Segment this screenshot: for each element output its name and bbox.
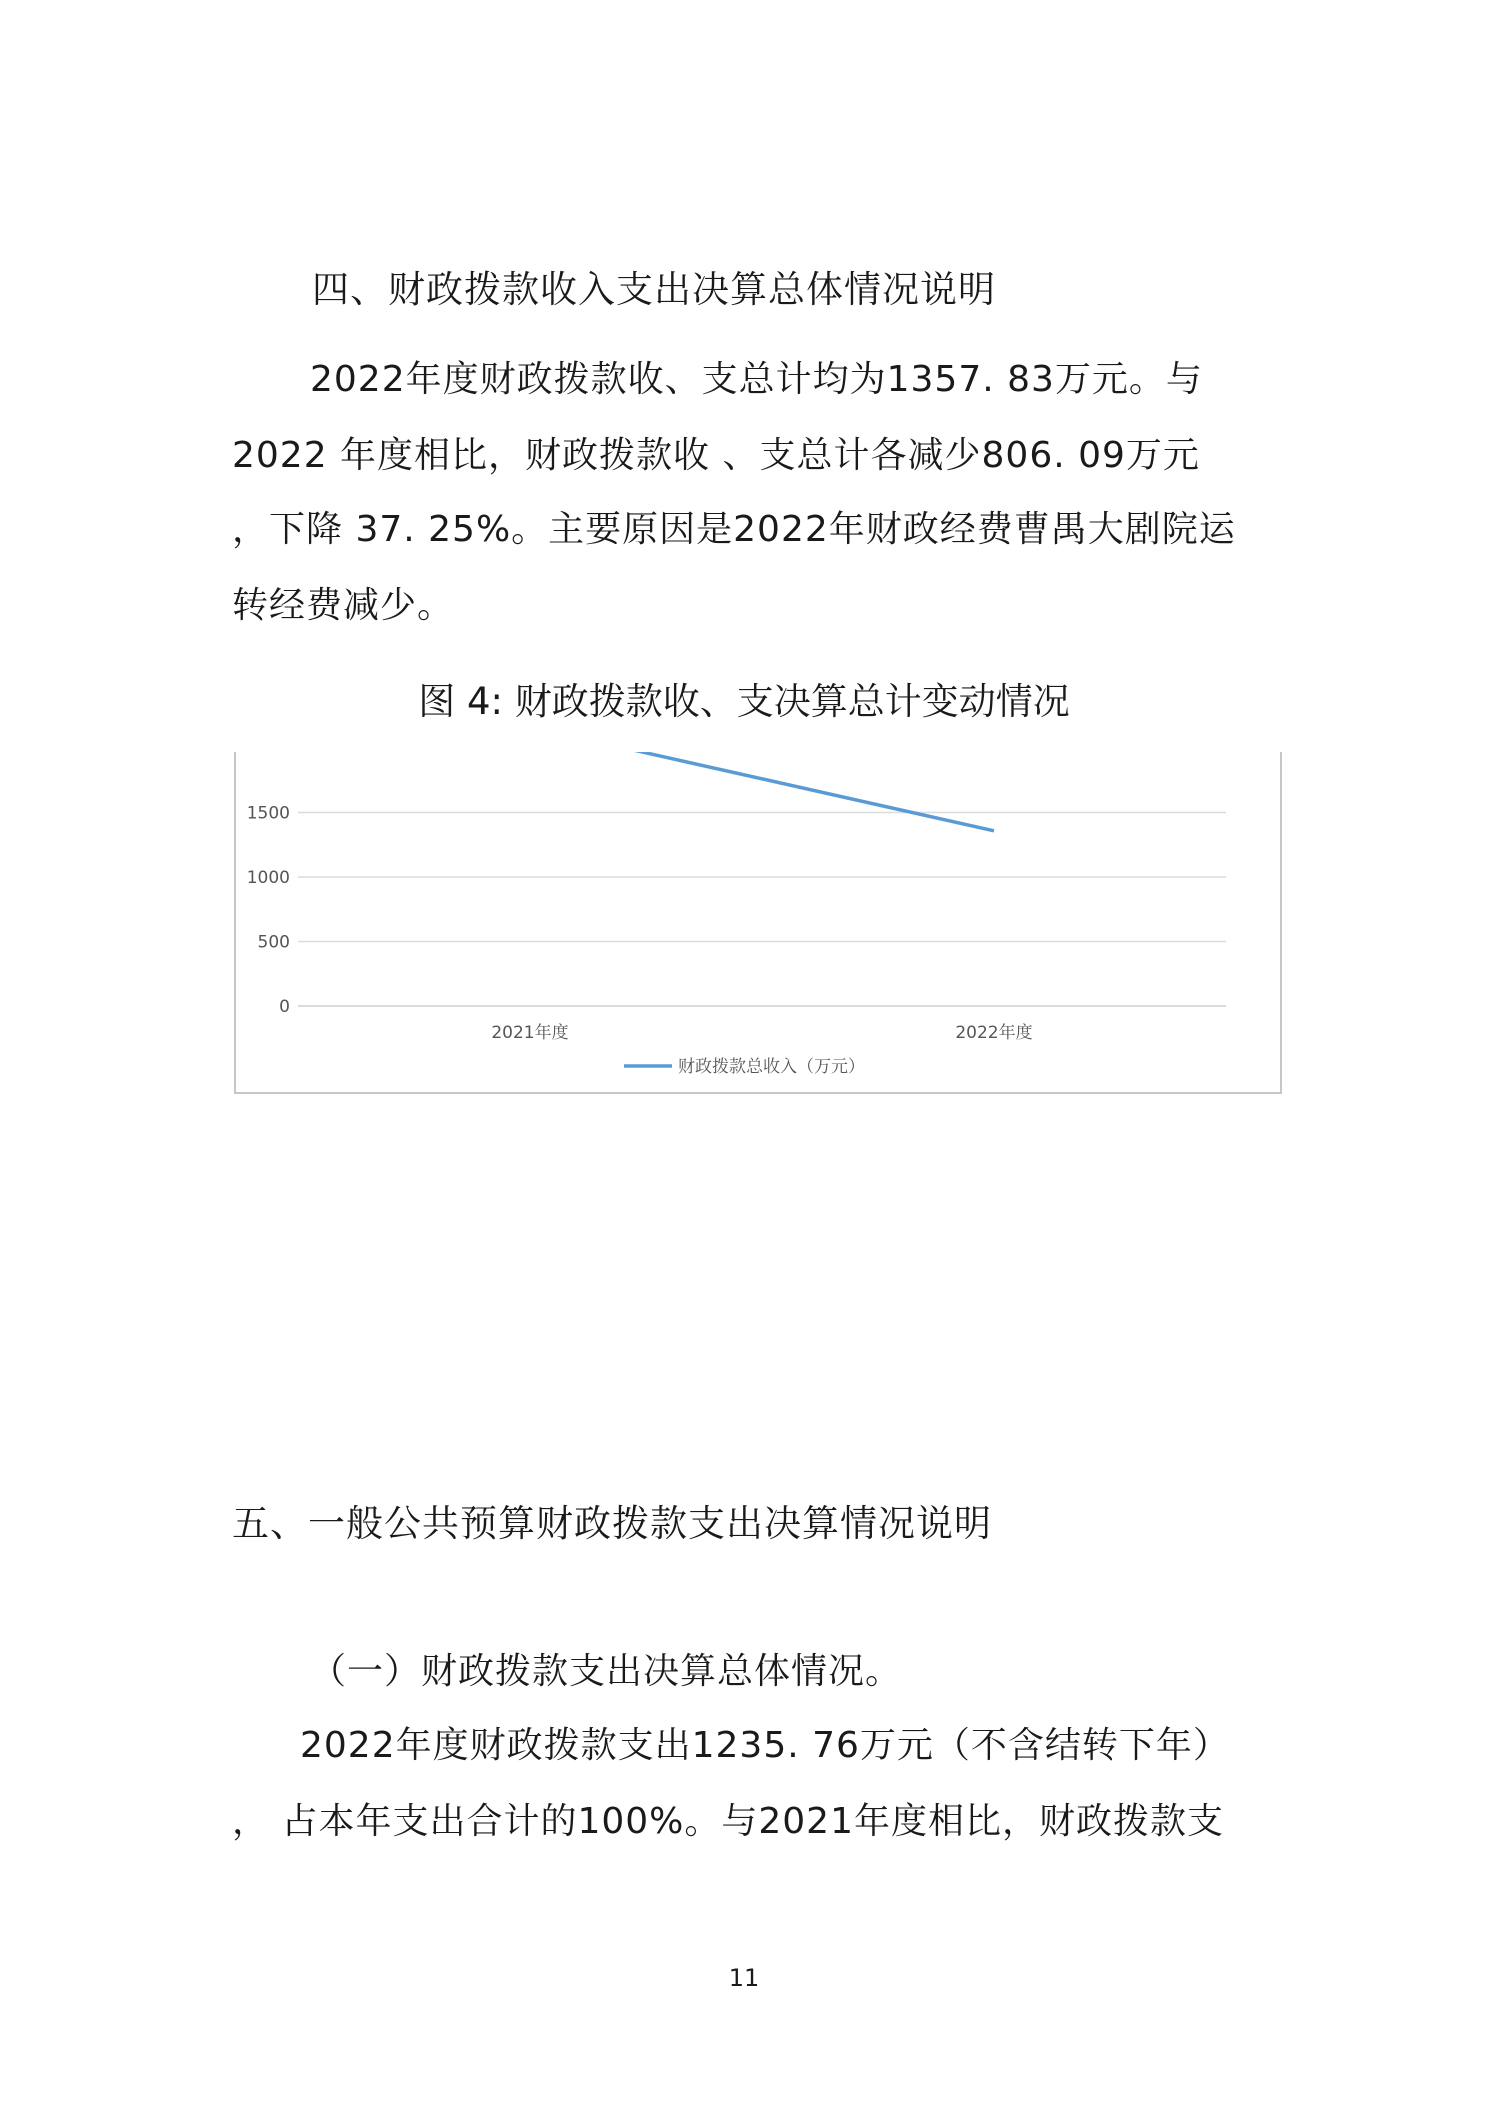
figure-4-chart <box>234 752 1282 1094</box>
page-number: 11 <box>728 1964 760 1992</box>
y-tick-label: 1500 <box>246 803 290 824</box>
x-tick-label: 2022年度 <box>955 1023 1033 1043</box>
section-4-paragraph-line-4: 转经费减少。 <box>232 585 455 626</box>
section-5-paragraph-line-2: ， 占本年支出合计的100%。与2021年度相比，财政拨款支 <box>232 1801 1224 1842</box>
section-4-paragraph-line-2: 2022 年度相比，财政拨款收 、支总计各减少806. 09万元 <box>232 435 1200 476</box>
y-tick-label: 0 <box>279 997 290 1017</box>
section-5-subheading: （一）财政拨款支出决算总体情况。 <box>310 1651 903 1692</box>
section-4-heading: 四、财政拨款收入支出决算总体情况说明 <box>312 268 996 311</box>
series-line <box>530 752 994 831</box>
section-4-paragraph-line-1: 2022年度财政拨款收、支总计均为1357. 83万元。与 <box>310 359 1203 400</box>
legend-label: 财政拨款总收入（万元） <box>678 1057 865 1077</box>
section-4-paragraph-line-3: ，下降 37. 25%。主要原因是2022年财政经费曹禺大剧院运 <box>232 509 1236 550</box>
section-5-heading: 五、一般公共预算财政拨款支出决算情况说明 <box>232 1502 992 1545</box>
y-tick-label: 1000 <box>246 868 290 888</box>
x-tick-label: 2021年度 <box>491 1023 569 1043</box>
line-chart <box>236 752 1280 1092</box>
y-tick-label: 500 <box>257 932 290 953</box>
figure-4-caption: 图 4: 财政拨款收、支决算总计变动情况 <box>418 680 1070 723</box>
section-5-paragraph-line-1: 2022年度财政拨款支出1235. 76万元（不含结转下年） <box>300 1725 1230 1766</box>
